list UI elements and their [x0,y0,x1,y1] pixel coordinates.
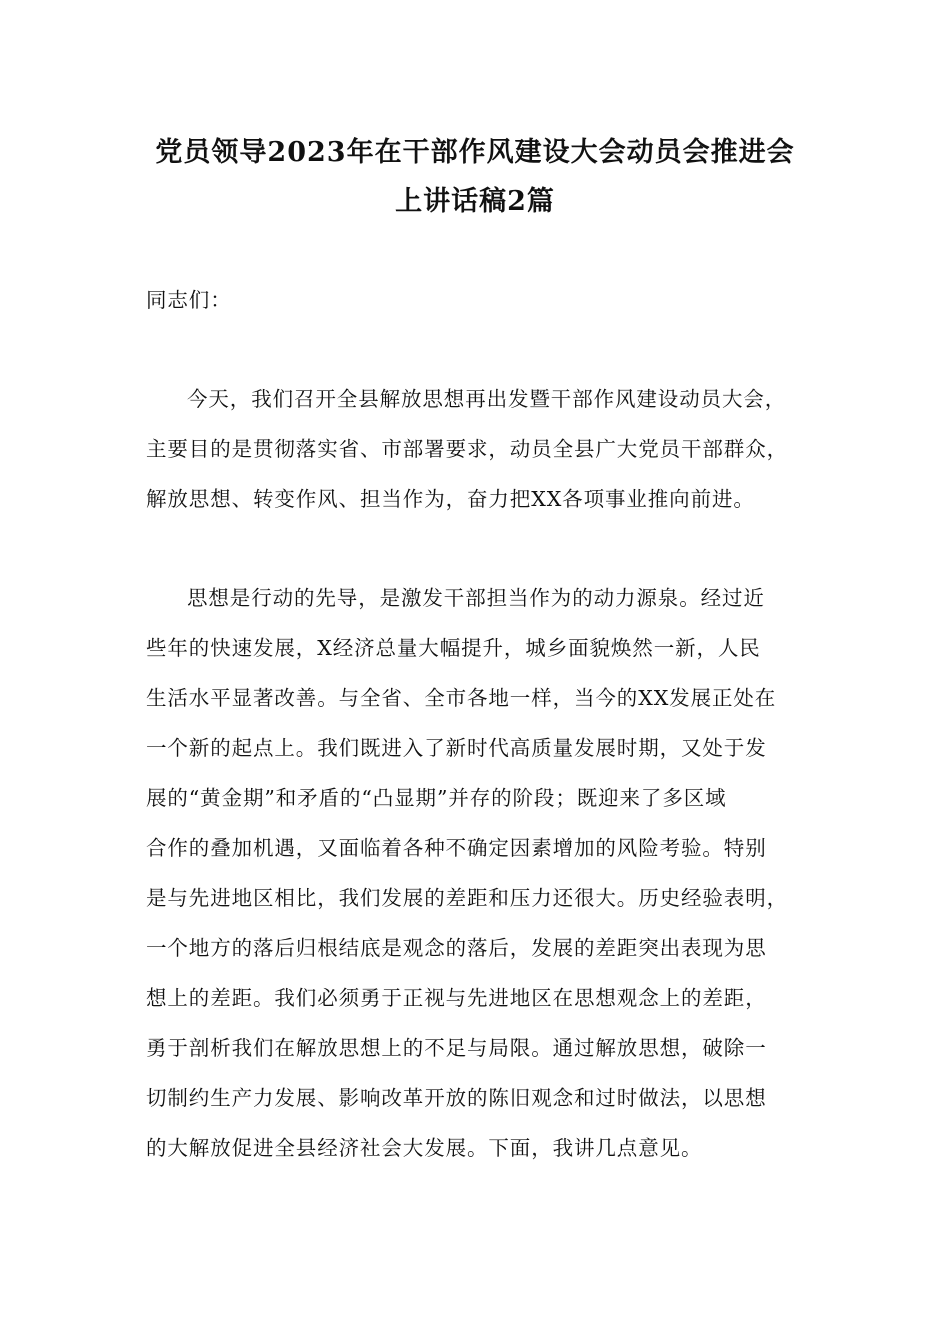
paragraph-2-line-3: 生活水平显著改善。与全省、全市各地一样，当今的XX发展正处在 [146,686,777,710]
paragraph-2-line-7: 是与先进地区相比，我们发展的差距和压力还很大。历史经验表明， [146,886,788,910]
document-title-line-1: 党员领导2023年在干部作风建设大会动员会推进会 [155,137,795,168]
paragraph-2-line-4: 一个新的起点上。我们既进入了新时代高质量发展时期，又处于发 [146,736,767,760]
paragraph-2-line-6: 合作的叠加机遇，又面临着各种不确定因素增加的风险考验。特别 [146,836,767,860]
paragraph-1-line-3: 解放思想、转变作风、担当作为，奋力把XX各项事业推向前进。 [146,487,755,511]
paragraph-2-line-8: 一个地方的落后归根结底是观念的落后，发展的差距突出表现为思 [146,936,767,960]
paragraph-1-line-1: 今天，我们召开全县解放思想再出发暨干部作风建设动员大会， [187,387,787,411]
paragraph-2-line-9: 想上的差距。我们必须勇于正视与先进地区在思想观念上的差距， [146,986,767,1010]
paragraph-2-line-12: 的大解放促进全县经济社会大发展。下面，我讲几点意见。 [146,1136,703,1160]
paragraph-2-line-2: 些年的快速发展，X经济总量大幅提升，城乡面貌焕然一新，人民 [146,636,761,660]
paragraph-2-line-5: 展的“黄金期”和矛盾的“凸显期”并存的阶段；既迎来了多区域 [146,786,727,810]
paragraph-2-line-10: 勇于剖析我们在解放思想上的不足与局限。通过解放思想，破除一 [146,1036,767,1060]
document-title-line-2: 上讲话稿2篇 [395,186,555,217]
paragraph-1-line-2: 主要目的是贯彻落实省、市部署要求，动员全县广大党员干部群众， [146,437,788,461]
paragraph-2-line-1: 思想是行动的先导，是激发干部担当作为的动力源泉。经过近 [187,586,765,610]
paragraph-2-line-11: 切制约生产力发展、影响改革开放的陈旧观念和过时做法，以思想 [146,1086,767,1110]
salutation: 同志们： [146,288,232,312]
